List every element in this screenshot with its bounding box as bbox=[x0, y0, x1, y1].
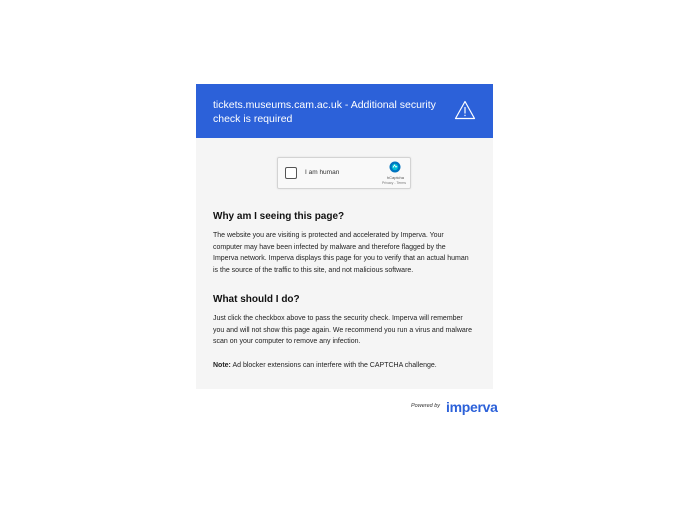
imperva-logo[interactable]: imperva bbox=[446, 399, 498, 415]
why-text: The website you are visiting is protected and accelerated by Imperva. Your computer may have been infected by malware and therefore flagged by the Imperva network. Imperva displays this page for you to verify that an actual human is the source of the traffic to this site, and not malicious software. bbox=[213, 232, 469, 274]
captcha-links[interactable]: Privacy - Terms bbox=[381, 181, 406, 185]
header-title: tickets.museums.cam.ac.uk - Additional security check is required bbox=[213, 99, 436, 125]
human-checkbox[interactable] bbox=[285, 167, 297, 179]
what-text: Just click the checkbox above to pass the security check. Imperva will remember you and will not show this page again. We recommend you run a virus and malware scan on your computer to remove any infection. bbox=[213, 315, 473, 346]
security-header bbox=[196, 84, 493, 138]
hcaptcha-widget[interactable] bbox=[277, 157, 411, 189]
captcha-label: I am human bbox=[305, 169, 340, 176]
warning-triangle-icon bbox=[454, 100, 476, 120]
powered-by-text: Powered by bbox=[411, 403, 441, 409]
note-paragraph bbox=[213, 360, 475, 372]
note-label: Note: bbox=[213, 362, 231, 369]
why-heading: Why am I seeing this page? bbox=[213, 211, 345, 222]
hcaptcha-logo-icon bbox=[389, 161, 401, 173]
captcha-brand: hCaptcha bbox=[386, 175, 404, 180]
note-text: Ad blocker extensions can interfere with the CAPTCHA challenge. bbox=[232, 362, 437, 369]
what-heading: What should I do? bbox=[213, 294, 300, 305]
